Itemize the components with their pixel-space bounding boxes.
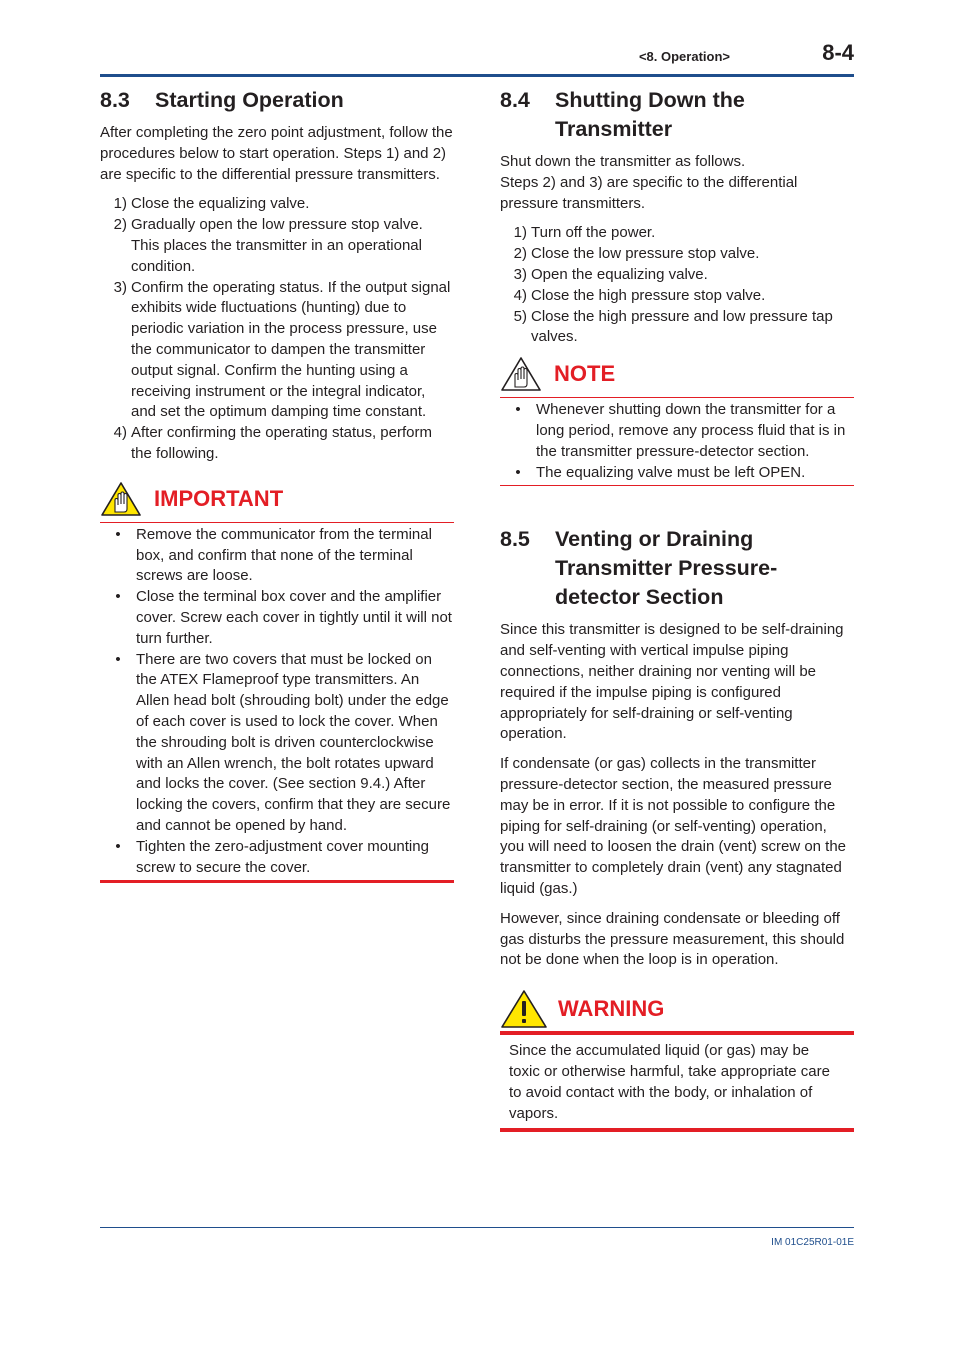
list-item: 4) Close the high pressure stop valve. [513,286,766,304]
section-8-5-paragraph-1: Since this transmitter is designed to be self-draining and self-venting with vertical impulse piping connections, neither draining nor venting will be required if the impulse piping is configured appropriately for self-draining or self-venting operation. [500,621,844,743]
section-8-4-steps [500,223,854,348]
important-list [100,525,454,879]
warning-bottom-rule [500,1128,854,1132]
important-label: IMPORTANT [154,485,284,511]
important-bottom-rule [100,880,454,883]
list-item: • There are two covers that must be locked on the ATEX Flameproof type transmitters. An Allen head bolt (shrouding bolt) under the edge of each cover is used to lock the cover. When the shrouding bolt is driven counterclockwise with an Allen wrench, the bolt rotates upward and locks the cover. (See section 9.4.) After locking the covers, confirm that they are secure and cannot be opened by hand. [115,650,451,834]
important-callout-header [100,479,454,519]
note-hand-icon [500,356,542,392]
list-item: • The equalizing valve must be left OPEN. [515,463,806,481]
list-item: 2) Gradually open the low pressure stop valve. This places the transmitter in an operational condition. [113,216,423,275]
warning-exclamation-icon [500,989,548,1029]
list-item: 4) After confirming the operating status, perform the following. [113,424,432,462]
list-item: • Remove the communicator from the terminal box, and confirm that none of the terminal screws are loose. [115,525,432,585]
section-8-5-heading: 8.5 Venting or Draining Transmitter Pressure-detector Section [500,527,778,610]
list-item: 2) Close the low pressure stop valve. [513,245,760,263]
list-item: • Whenever shutting down the transmitter for a long period, remove any process fluid that is in the transmitter pressure-detector section. [515,401,846,460]
list-item: • Tighten the zero-adjustment cover mounting screw to secure the cover. [115,837,429,876]
warning-callout-header [500,989,854,1029]
left-column [100,86,454,883]
section-8-3-heading: 8.3 Starting Operation [100,88,344,112]
warning-label: WARNING [558,996,665,1022]
section-8-4-intro-2: Steps 2) and 3) are specific to the differential pressure transmitters. [500,173,798,212]
note-bottom-rule [500,485,854,486]
section-8-3-intro: After completing the zero point adjustment, follow the procedures below to start operation. Steps 1) and 2) are specific to the differential pressure transmitters. [100,124,453,183]
caution-hand-icon [100,481,142,517]
warning-text: Since the accumulated liquid (or gas) may be toxic or otherwise harmful, take appropriate care to avoid contact with the body, or inhalation of vapors. [509,1042,830,1122]
section-8-5-paragraph-2: If condensate (or gas) collects in the transmitter pressure-detector section, the measured pressure may be in error. If it is not possible to configure the piping for self-draining (or self-venting) operation, you will need to loosen the drain (vent) screw on the transmitter to completely drain (vent) any stagnated liquid (gas.) [500,755,847,897]
section-8-3-steps [100,194,454,464]
header-chapter: <8. Operation> [638,49,730,64]
header-page-number: 8-4 [822,40,854,65]
list-item: 5) Close the high pressure and low pressure tap valves. [513,307,833,346]
note-callout-header [500,354,854,394]
header-rule [100,74,854,77]
right-column [500,86,854,1132]
note-list [500,400,854,483]
list-item: 1) Close the equalizing valve. [113,195,310,213]
section-8-4-heading: 8.4 Shutting Down the Transmitter [500,88,745,141]
list-item: 3) Confirm the operating status. If the output signal exhibits wide fluctuations (hunting) due to periodic variation in the process pressure, use the communicator to dampen the transmitter output signal. Confirm the hunting using a receiving instrument or the integral indicator, and set the optimum damping time constant. [113,278,451,421]
footer-rule [100,1227,854,1228]
list-item: • Close the terminal box cover and the amplifier cover. Screw each cover in tightly until it will not turn further. [115,588,452,647]
section-8-5-paragraph-3: However, since draining condensate or bleeding off gas disturbs the pressure measurement, this should not be done when the loop is in operation. [500,909,845,969]
important-top-rule [100,522,454,523]
note-label: NOTE [554,361,616,387]
list-item: 1) Turn off the power. [513,224,656,242]
footer-document-id: IM 01C25R01-01E [771,1237,854,1248]
section-8-4-intro-1: Shut down the transmitter as follows. [500,153,746,170]
note-top-rule [500,397,854,398]
list-item: 3) Open the equalizing valve. [513,265,708,283]
